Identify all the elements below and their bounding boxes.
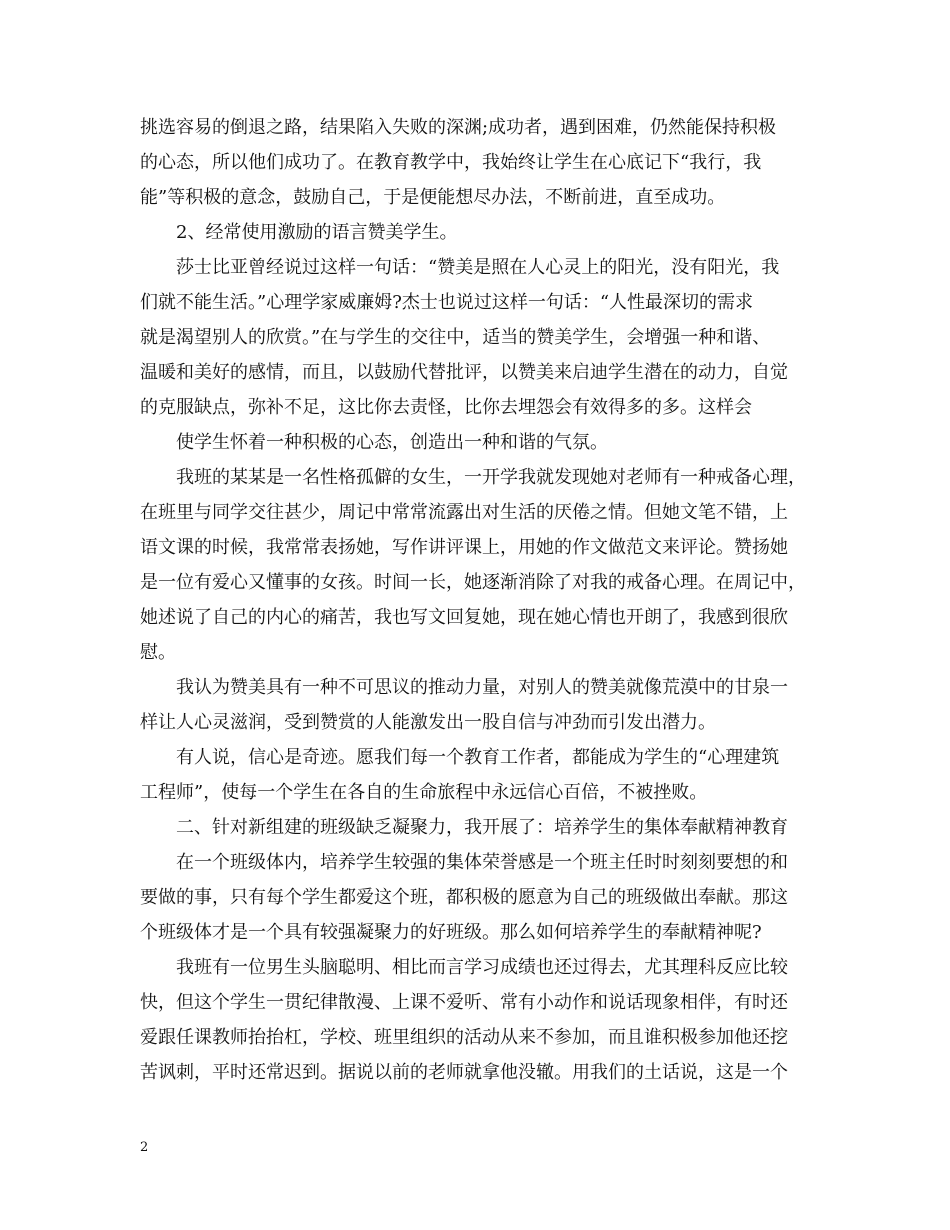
- text-line: 个班级体才是一个具有较强凝聚力的好班级。那么如何培养学生的奉献精神呢?: [140, 922, 762, 943]
- text-line: 能”等积极的意念，鼓励自己，于是便能想尽办法，不断前进，直至成功。: [140, 187, 726, 208]
- text-line: 样让人心灵滋润，受到赞赏的人能激发出一股自信与冲劲而引发出潜力。: [140, 712, 716, 733]
- body-text: [140, 110, 825, 1090]
- section-heading: 二、针对新组建的班级缺乏凝聚力，我开展了：培养学生的集体奉献精神教育: [176, 817, 788, 838]
- text-line: 就是渴望别人的欣赏。”在与学生的交往中，适当的赞美学生，会增强一种和谐、: [140, 327, 771, 348]
- text-line: 慰。: [140, 642, 176, 663]
- text-line: 工程师”，使每一个学生在各自的生命旅程中永远信心百倍，不被挫败。: [140, 782, 708, 803]
- text-line: 们就不能生活。”心理学家威廉姆?杰士也说过这样一句话：“人性最深切的需求: [140, 292, 754, 313]
- text-line: 的心态，所以他们成功了。在教育教学中，我始终让学生在心底记下“我行，我: [140, 152, 762, 173]
- paragraph-start: 我班有一位男生头脑聪明、相比而言学习成绩也还过得去，尤其理科反应比较: [176, 957, 788, 978]
- paragraph-start: 在一个班级体内，培养学生较强的集体荣誉感是一个班主任时时刻刻要想的和: [176, 852, 788, 873]
- paragraph-start: 莎士比亚曾经说过这样一句话：“赞美是照在人心灵上的阳光，没有阳光，我: [176, 257, 780, 278]
- text-line: 挑选容易的倒退之路，结果陷入失败的深渊;成功者，遇到困难，仍然能保持积极: [140, 117, 777, 138]
- text-line: 快，但这个学生一贯纪律散漫、上课不爱听、常有小动作和说话现象相伴，有时还: [140, 992, 788, 1013]
- text-line: 苦讽刺，平时还常迟到。据说以前的老师就拿他没辙。用我们的土话说，这是一个: [140, 1062, 788, 1083]
- text-line: 的克服缺点，弥补不足，这比你去责怪，比你去埋怨会有效得多的多。这样会: [140, 397, 752, 418]
- paragraph-start: 我班的某某是一名性格孤僻的女生，一开学我就发现她对老师有一种戒备心理，: [176, 467, 806, 488]
- paragraph-start: 使学生怀着一种积极的心态，创造出一种和谐的气氛。: [176, 432, 608, 453]
- text-line: 是一位有爱心又懂事的女孩。时间一长，她逐渐消除了对我的戒备心理。在周记中，: [140, 572, 806, 593]
- text-line: 语文课的时候，我常常表扬她，写作讲评课上，用她的作文做范文来评论。赞扬她: [140, 537, 788, 558]
- paragraph-start: 有人说，信心是奇迹。愿我们每一个教育工作者，都能成为学生的“心理建筑: [176, 747, 780, 768]
- text-line: 她述说了自己的内心的痛苦，我也写文回复她，现在她心情也开朗了，我感到很欣: [140, 607, 788, 628]
- text-line: 要做的事，只有每个学生都爱这个班，都积极的愿意为自己的班级做出奉献。那这: [140, 887, 788, 908]
- section-heading: 2、经常使用激励的语言赞美学生。: [176, 222, 458, 243]
- text-line: 在班里与同学交往甚少，周记中常常流露出对生活的厌倦之情。但她文笔不错，上: [140, 502, 788, 523]
- page-number: 2: [140, 1140, 149, 1155]
- text-line: 温暖和美好的感情，而且，以鼓励代替批评，以赞美来启迪学生潜在的动力，自觉: [140, 362, 788, 383]
- text-line: 爱跟任课教师抬抬杠，学校、班里组织的活动从来不参加，而且谁积极参加他还挖: [140, 1027, 788, 1048]
- paragraph-start: 我认为赞美具有一种不可思议的推动力量，对别人的赞美就像荒漠中的甘泉一: [176, 677, 788, 698]
